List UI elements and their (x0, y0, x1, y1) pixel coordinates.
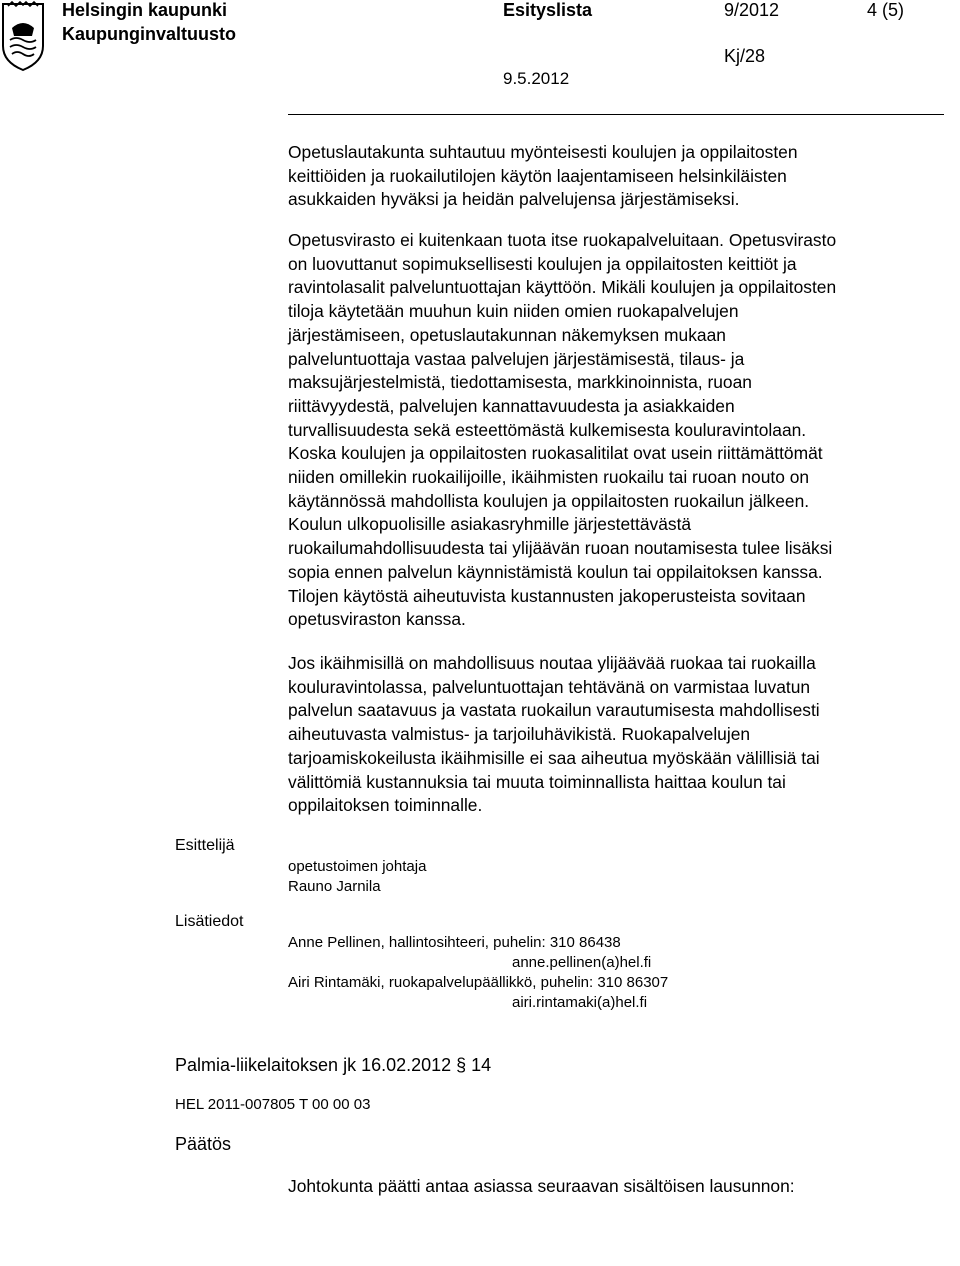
paragraph-line: ravintolasalit palveluntuottajan käyttöön. Mikäli koulujen ja oppilaitosten (288, 277, 837, 298)
paragraph-line: Koulun ulkopuolisille asiakasryhmille järjestettävästä (288, 514, 692, 535)
header-number: 9/2012 (724, 0, 780, 20)
paragraph-line: asukkaiden hyväksi ja heidän palvelujensa järjestämiseksi. (288, 189, 740, 210)
paragraph-line: palveluntuottaja vastaa palvelujen järjestämisestä, tilaus- ja (288, 348, 745, 369)
paragraph-3 (288, 652, 820, 818)
paragraph-line: järjestämiseen, opetuslautakunnan näkemyksen mukaan (288, 324, 726, 345)
more-info-label: Lisätiedot (175, 913, 244, 930)
paragraph-line: aiheutuvasta valmistus- ja tarjoiluhävikistä. Ruokapalvelujen (288, 724, 751, 745)
presenter-block (288, 857, 426, 897)
paragraph-line: palvelun saatavuus ja vastata ruokailun varautumisesta mahdollisesti (288, 700, 820, 721)
contact-line: Anne Pellinen, hallintosihteeri, puhelin: 310 86438 (288, 934, 621, 951)
contact-1 (288, 933, 668, 1013)
header-rule (288, 114, 944, 115)
contact-email[interactable]: airi.rintamaki(a)hel.fi (512, 994, 648, 1011)
paragraph-line: Opetusvirasto ei kuitenkaan tuota itse ruokapalveluitaan. Opetusvirasto (288, 230, 837, 250)
paragraph-line: oppilaitoksen toiminnalle. (288, 795, 483, 816)
header-item: Kj/28 (724, 46, 766, 66)
header-page: 4 (5) (867, 0, 905, 20)
paragraph-2 (288, 229, 836, 632)
paragraph-line: maksujärjestelmistä, tiedottamisesta, markkinoinnista, ruoan (288, 372, 752, 393)
paragraph-line: on luovuttanut sopimuksellisesti koulujen ja oppilaitosten keittiöt ja (288, 253, 797, 274)
paragraph-line: välittömiä kustannuksia tai muuta toiminnallista haittaa koulun tai (288, 771, 786, 792)
header-body: Kaupunginvaltuusto (62, 24, 236, 44)
paragraph-line: tiloja käytetään muuhun kuin niiden omien ruokapalvelujen (288, 301, 739, 322)
paragraph-line: Tilojen käytöstä aiheutuvista kustannusten jakoperusteista sovitaan (288, 585, 806, 606)
presenter-title: opetustoimen johtaja (288, 858, 427, 875)
decision-label: Päätös (175, 1134, 232, 1154)
header-doc-type: Esityslista (503, 0, 593, 20)
section-heading: Palmia-liikelaitoksen jk 16.02.2012 § 14 (175, 1055, 492, 1075)
header-date: 9.5.2012 (503, 69, 570, 88)
decision-text: Johtokunta päätti antaa asiassa seuraavan sisältöisen lausunnon: (288, 1176, 795, 1196)
paragraph-line: kouluravintolassa, palveluntuottajan tehtävänä on varmistaa luvatun (288, 676, 811, 697)
paragraph-line: riittävyydestä, palvelujen kannattavuudesta ja asiakkaiden (288, 395, 735, 416)
header-org: Helsingin kaupunki (62, 0, 228, 20)
paragraph-line: tarjoamiskokeilusta ikäihmisille ei saa aiheutua myöskään välillisiä tai (288, 747, 820, 768)
contact-line: Airi Rintamäki, ruokapalvelupäällikkö, puhelin: 310 86307 (288, 974, 669, 991)
paragraph-line: ruokailumahdollisuudesta tai ylijäävän ruoan noutamisesta tulee lisäksi (288, 538, 833, 559)
paragraph-line: keittiöiden ja ruokailutilojen käytön laajentamiseen helsinkiläisten (288, 165, 787, 186)
contact-email[interactable]: anne.pellinen(a)hel.fi (512, 954, 652, 971)
paragraph-line: Opetuslautakunta suhtautuu myönteisesti koulujen ja oppilaitosten (288, 142, 798, 162)
paragraph-line: Koska koulujen ja oppilaitosten ruokasalitilat ovat usein riittämättömät (288, 443, 823, 464)
presenter-label: Esittelijä (175, 837, 235, 854)
presenter-name: Rauno Jarnila (288, 878, 381, 895)
paragraph-line: sopia ennen palvelun käynnistämistä koulun tai oppilaitoksen kanssa. (288, 561, 823, 582)
paragraph-line: Jos ikäihmisillä on mahdollisuus noutaa ylijäävää ruokaa tai ruokailla (288, 653, 816, 673)
paragraph-line: niiden omillekin ruokailijoille, ikäihmisten ruokailu tai ruoan nouto on (288, 467, 810, 488)
paragraph-line: opetusviraston kanssa. (288, 609, 466, 630)
paragraph-line: käytännössä mahdollista koulujen ja oppilaitosten ruokailun jälkeen. (288, 490, 810, 511)
paragraph-line: turvallisuudesta sekä esteettömästä kulkemisesta kouluravintolaan. (288, 419, 807, 440)
case-reference: HEL 2011-007805 T 00 00 03 (175, 1096, 371, 1113)
paragraph-1 (288, 141, 798, 212)
helsinki-crest-icon (0, 0, 46, 72)
